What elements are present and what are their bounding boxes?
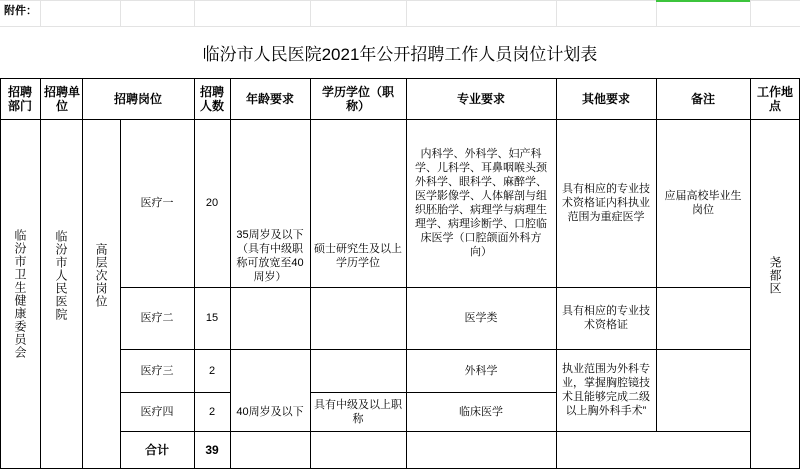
total-value: 39	[205, 442, 219, 457]
row2-major: 医学类	[464, 312, 498, 324]
age-cell-shared: 35周岁及以下（具有中级职称可放宽至40周岁）	[236, 228, 304, 283]
level-cell: 高层次岗位	[94, 242, 108, 308]
header-count: 招聘人数	[199, 84, 224, 113]
row3-major: 外科学	[464, 364, 498, 377]
header-location: 工作地点	[756, 84, 793, 113]
unit-cell: 临汾市人民医院	[54, 229, 68, 321]
row2-other: 具有相应的专业技术资格证	[562, 305, 650, 331]
dept-cell: 临汾市卫生健康委员会	[13, 229, 27, 359]
row2-count: 15	[205, 312, 219, 324]
page-title: 临汾市人民医院2021年公开招聘工作人员岗位计划表	[202, 45, 598, 64]
total-label: 合计	[144, 442, 169, 457]
header-note: 备注	[690, 91, 715, 106]
row3-post: 医疗三	[140, 364, 174, 377]
location-cell: 尧都区	[768, 255, 782, 295]
header-age: 年龄要求	[245, 91, 294, 106]
header-dept: 招聘部门	[7, 84, 32, 113]
row4-age: 40周岁及以下	[236, 405, 304, 418]
header-other: 其他要求	[581, 91, 630, 106]
attachment-label: 附件：	[4, 5, 37, 17]
row1-post: 医疗一	[140, 197, 174, 209]
row4-post: 医疗四	[140, 405, 174, 418]
selection-marker	[656, 0, 750, 2]
row1-count: 20	[205, 197, 219, 209]
note-cell: 应届高校毕业生岗位	[664, 190, 742, 216]
row4-major: 临床医学	[459, 405, 503, 418]
header-unit: 招聘单位	[43, 84, 80, 113]
row3-count: 2	[208, 364, 216, 377]
header-post: 招聘岗位	[113, 91, 162, 106]
row4-count: 2	[208, 405, 216, 418]
row4-edu: 具有中级及以上职称	[314, 398, 402, 425]
row1-major: 内科学、外科学、妇产科学、儿科学、耳鼻咽喉头颈外科学、眼科学、麻醉学、医学影像学、人体解剖与组织胚胎学、病理学与病理生理学、病理诊断学、口腔临床医学（口腔颌面外科方向）	[415, 148, 547, 258]
header-edu: 学历学位（职称）	[321, 84, 394, 113]
row2-post: 医疗二	[140, 312, 174, 324]
edu-cell-shared: 硕士研究生及以上学历学位	[314, 242, 402, 269]
row3-other: 执业范围为外科专业，掌握胸腔镜技术且能够完成二级以上胸外科手术”	[562, 363, 650, 417]
header-major: 专业要求	[456, 91, 505, 106]
row1-other: 具有相应的专业技术资格证内科执业范围为重症医学	[562, 183, 650, 223]
